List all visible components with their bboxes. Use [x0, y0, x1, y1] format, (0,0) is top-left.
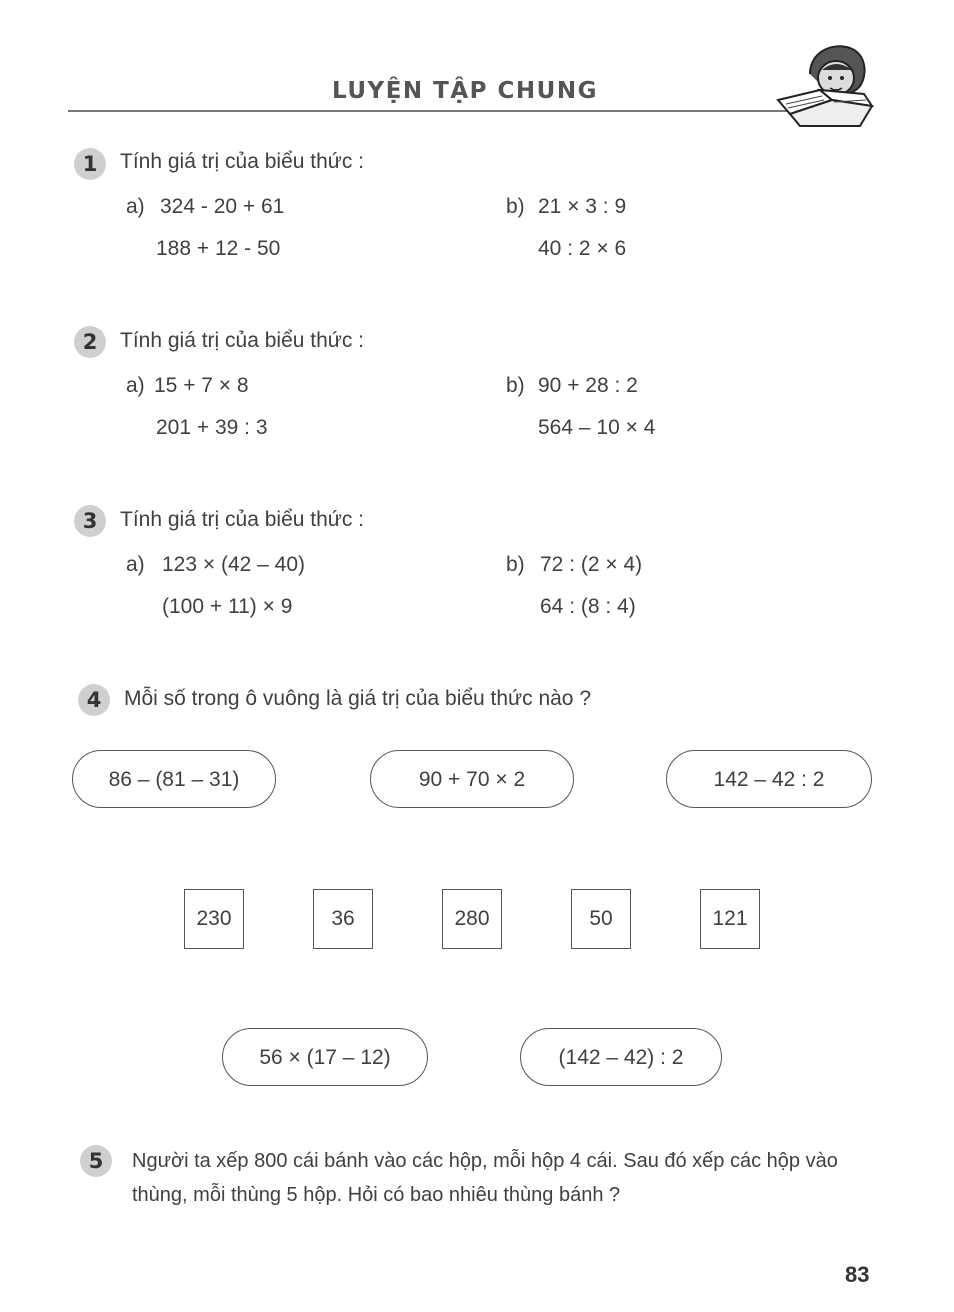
page-title: LUYỆN TẬP CHUNG — [332, 78, 598, 104]
expression-oval-5: (142 – 42) : 2 — [520, 1028, 722, 1086]
exercise-3-a-label: a) — [126, 553, 145, 576]
exercise-2-b-expr-2: 564 – 10 × 4 — [538, 416, 656, 439]
reading-child-illustration — [770, 34, 880, 134]
page-number: 83 — [845, 1262, 870, 1287]
value-box-2: 36 — [313, 889, 373, 949]
exercise-2-a-expr-1: 15 + 7 × 8 — [154, 374, 249, 397]
value-box-3: 280 — [442, 889, 502, 949]
exercise-2-a-label: a) — [126, 374, 145, 397]
exercise-2-number: 2 — [74, 326, 106, 358]
exercise-3-b-expr-2: 64 : (8 : 4) — [540, 595, 636, 618]
exercise-2-b-expr-1: 90 + 28 : 2 — [538, 374, 638, 397]
exercise-3-a-expr-2: (100 + 11) × 9 — [162, 595, 293, 618]
exercise-3-number: 3 — [74, 505, 106, 537]
exercise-5-number: 5 — [80, 1145, 112, 1177]
exercise-3-a-expr-1: 123 × (42 – 40) — [162, 553, 306, 576]
exercise-4-prompt: Mỗi số trong ô vuông là giá trị của biểu thức nào ? — [124, 687, 592, 710]
title-underline — [68, 110, 808, 112]
value-box-4: 50 — [571, 889, 631, 949]
expression-oval-2: 90 + 70 × 2 — [370, 750, 574, 808]
expression-oval-3: 142 – 42 : 2 — [666, 750, 872, 808]
expression-oval-1: 86 – (81 – 31) — [72, 750, 276, 808]
exercise-3-prompt: Tính giá trị của biểu thức : — [120, 508, 365, 531]
exercise-3-b-label: b) — [506, 553, 525, 576]
exercise-1-a-label: a) — [126, 195, 145, 218]
exercise-2-prompt: Tính giá trị của biểu thức : — [120, 329, 365, 352]
exercise-3-b-expr-1: 72 : (2 × 4) — [540, 553, 643, 576]
exercise-1-b-expr-2: 40 : 2 × 6 — [538, 237, 627, 260]
exercise-2-a-expr-2: 201 + 39 : 3 — [156, 416, 268, 439]
exercise-1-number: 1 — [74, 148, 106, 180]
exercise-5-text-line-1: Người ta xếp 800 cái bánh vào các hộp, mỗi hộp 4 cái. Sau đó xếp các hộp vào — [132, 1150, 838, 1172]
exercise-1-a-expr-1: 324 - 20 + 61 — [160, 195, 285, 218]
value-box-5: 121 — [700, 889, 760, 949]
expression-oval-4: 56 × (17 – 12) — [222, 1028, 428, 1086]
exercise-4-number: 4 — [78, 684, 110, 716]
exercise-2-b-label: b) — [506, 374, 525, 397]
exercise-1-a-expr-2: 188 + 12 - 50 — [156, 237, 281, 260]
exercise-1-prompt: Tính giá trị của biểu thức : — [120, 150, 365, 173]
exercise-5-text-line-2: thùng, mỗi thùng 5 hộp. Hỏi có bao nhiêu thùng bánh ? — [132, 1184, 621, 1206]
exercise-1-b-label: b) — [506, 195, 525, 218]
exercise-1-b-expr-1: 21 × 3 : 9 — [538, 195, 627, 218]
value-box-1: 230 — [184, 889, 244, 949]
